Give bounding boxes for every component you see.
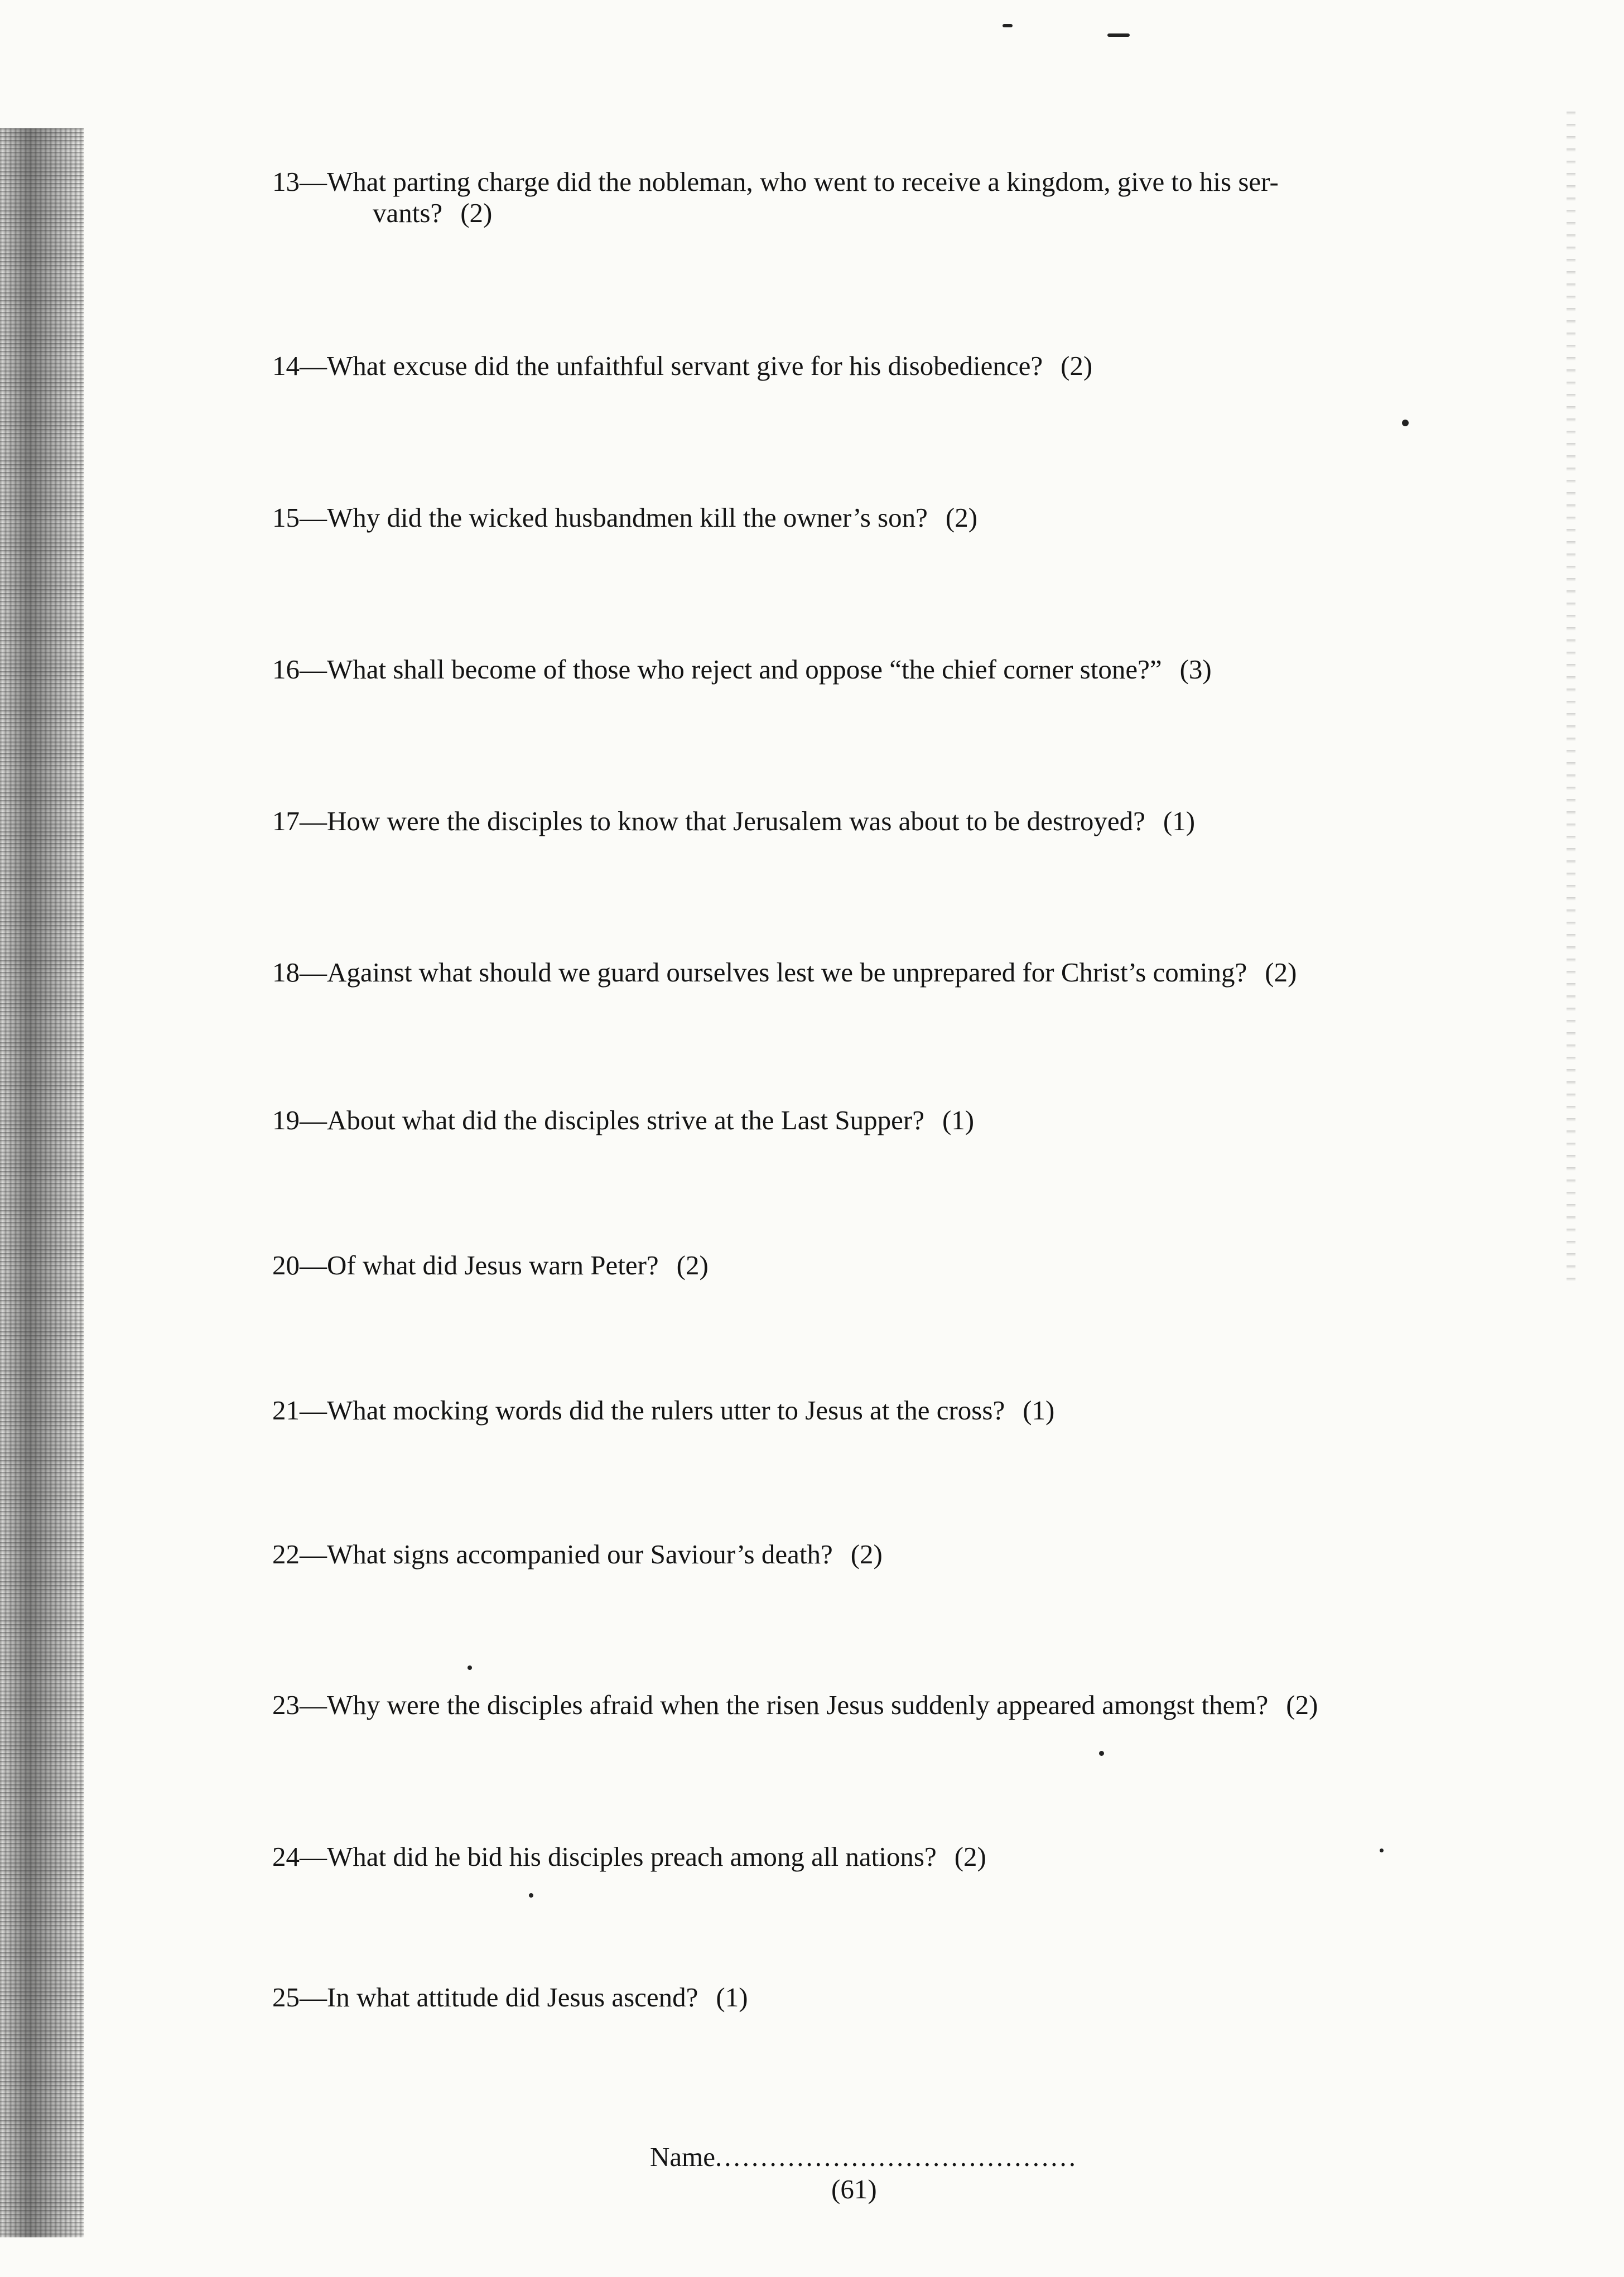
question-marks: (2)	[1265, 957, 1297, 988]
question-marks: (1)	[1163, 806, 1196, 836]
question-text: 24—What did he bid his disciples preach among all nations?	[272, 1841, 937, 1872]
question-text-continued: vants?	[373, 198, 443, 228]
scan-speck	[1099, 1751, 1104, 1756]
question-text: 14—What excuse did the unfaithful servant give for his disobedience?	[272, 350, 1043, 381]
question-19	[272, 1105, 1477, 1136]
question-marks: (1)	[1023, 1395, 1055, 1426]
question-22	[272, 1539, 1477, 1570]
question-21	[272, 1395, 1477, 1426]
question-text: 22—What signs accompanied our Saviour’s death?	[272, 1539, 833, 1570]
name-label: Name	[650, 2141, 715, 2172]
question-marks: (2)	[954, 1841, 986, 1872]
question-marks: (2)	[460, 198, 493, 228]
name-field[interactable]	[650, 2141, 1078, 2173]
question-text: 18—Against what should we guard ourselves lest we be unprepared for Christ’s coming?	[272, 957, 1247, 988]
question-marks: (2)	[1061, 350, 1093, 381]
question-23	[272, 1689, 1477, 1721]
question-text: 17—How were the disciples to know that Jerusalem was about to be destroyed?	[272, 806, 1145, 836]
scan-speck	[1107, 33, 1130, 37]
question-marks: (1)	[942, 1105, 975, 1135]
scan-right-edge	[1567, 112, 1575, 1283]
question-20	[272, 1250, 1477, 1281]
scan-speck	[1402, 420, 1409, 426]
question-text: 16—What shall become of those who reject and oppose “the chief corner stone?”	[272, 654, 1162, 685]
question-14	[272, 350, 1477, 382]
scan-speck	[529, 1893, 533, 1898]
question-13	[272, 166, 1477, 229]
question-marks: (2)	[850, 1539, 883, 1570]
question-marks: (2)	[1286, 1689, 1318, 1720]
question-text: 15—Why did the wicked husbandmen kill the owner’s son?	[272, 502, 928, 533]
question-25	[272, 1982, 1477, 2013]
question-text: 25—In what attitude did Jesus ascend?	[272, 1982, 698, 2013]
question-marks: (2)	[945, 502, 978, 533]
scan-speck	[1003, 24, 1013, 27]
question-text: 19—About what did the disciples strive at the Last Supper?	[272, 1105, 924, 1135]
question-text: 21—What mocking words did the rulers utter to Jesus at the cross?	[272, 1395, 1005, 1426]
question-18	[272, 957, 1477, 988]
question-16	[272, 654, 1477, 685]
page-number: (61)	[831, 2174, 877, 2204]
question-marks: (1)	[716, 1982, 748, 2013]
question-marks: (2)	[676, 1250, 709, 1280]
scan-edge-noise	[0, 128, 84, 2237]
scan-speck	[468, 1665, 472, 1670]
question-15	[272, 502, 1477, 533]
question-text: 23—Why were the disciples afraid when the risen Jesus suddenly appeared amongst them?	[272, 1689, 1269, 1720]
question-text: 20—Of what did Jesus warn Peter?	[272, 1250, 659, 1280]
question-24	[272, 1841, 1477, 1872]
question-marks: (3)	[1179, 654, 1212, 685]
question-text: 13—What parting charge did the nobleman, who went to receive a kingdom, give to his ser-	[272, 166, 1279, 197]
name-dotted-line[interactable]: ........................................	[715, 2141, 1078, 2172]
question-17	[272, 806, 1477, 837]
